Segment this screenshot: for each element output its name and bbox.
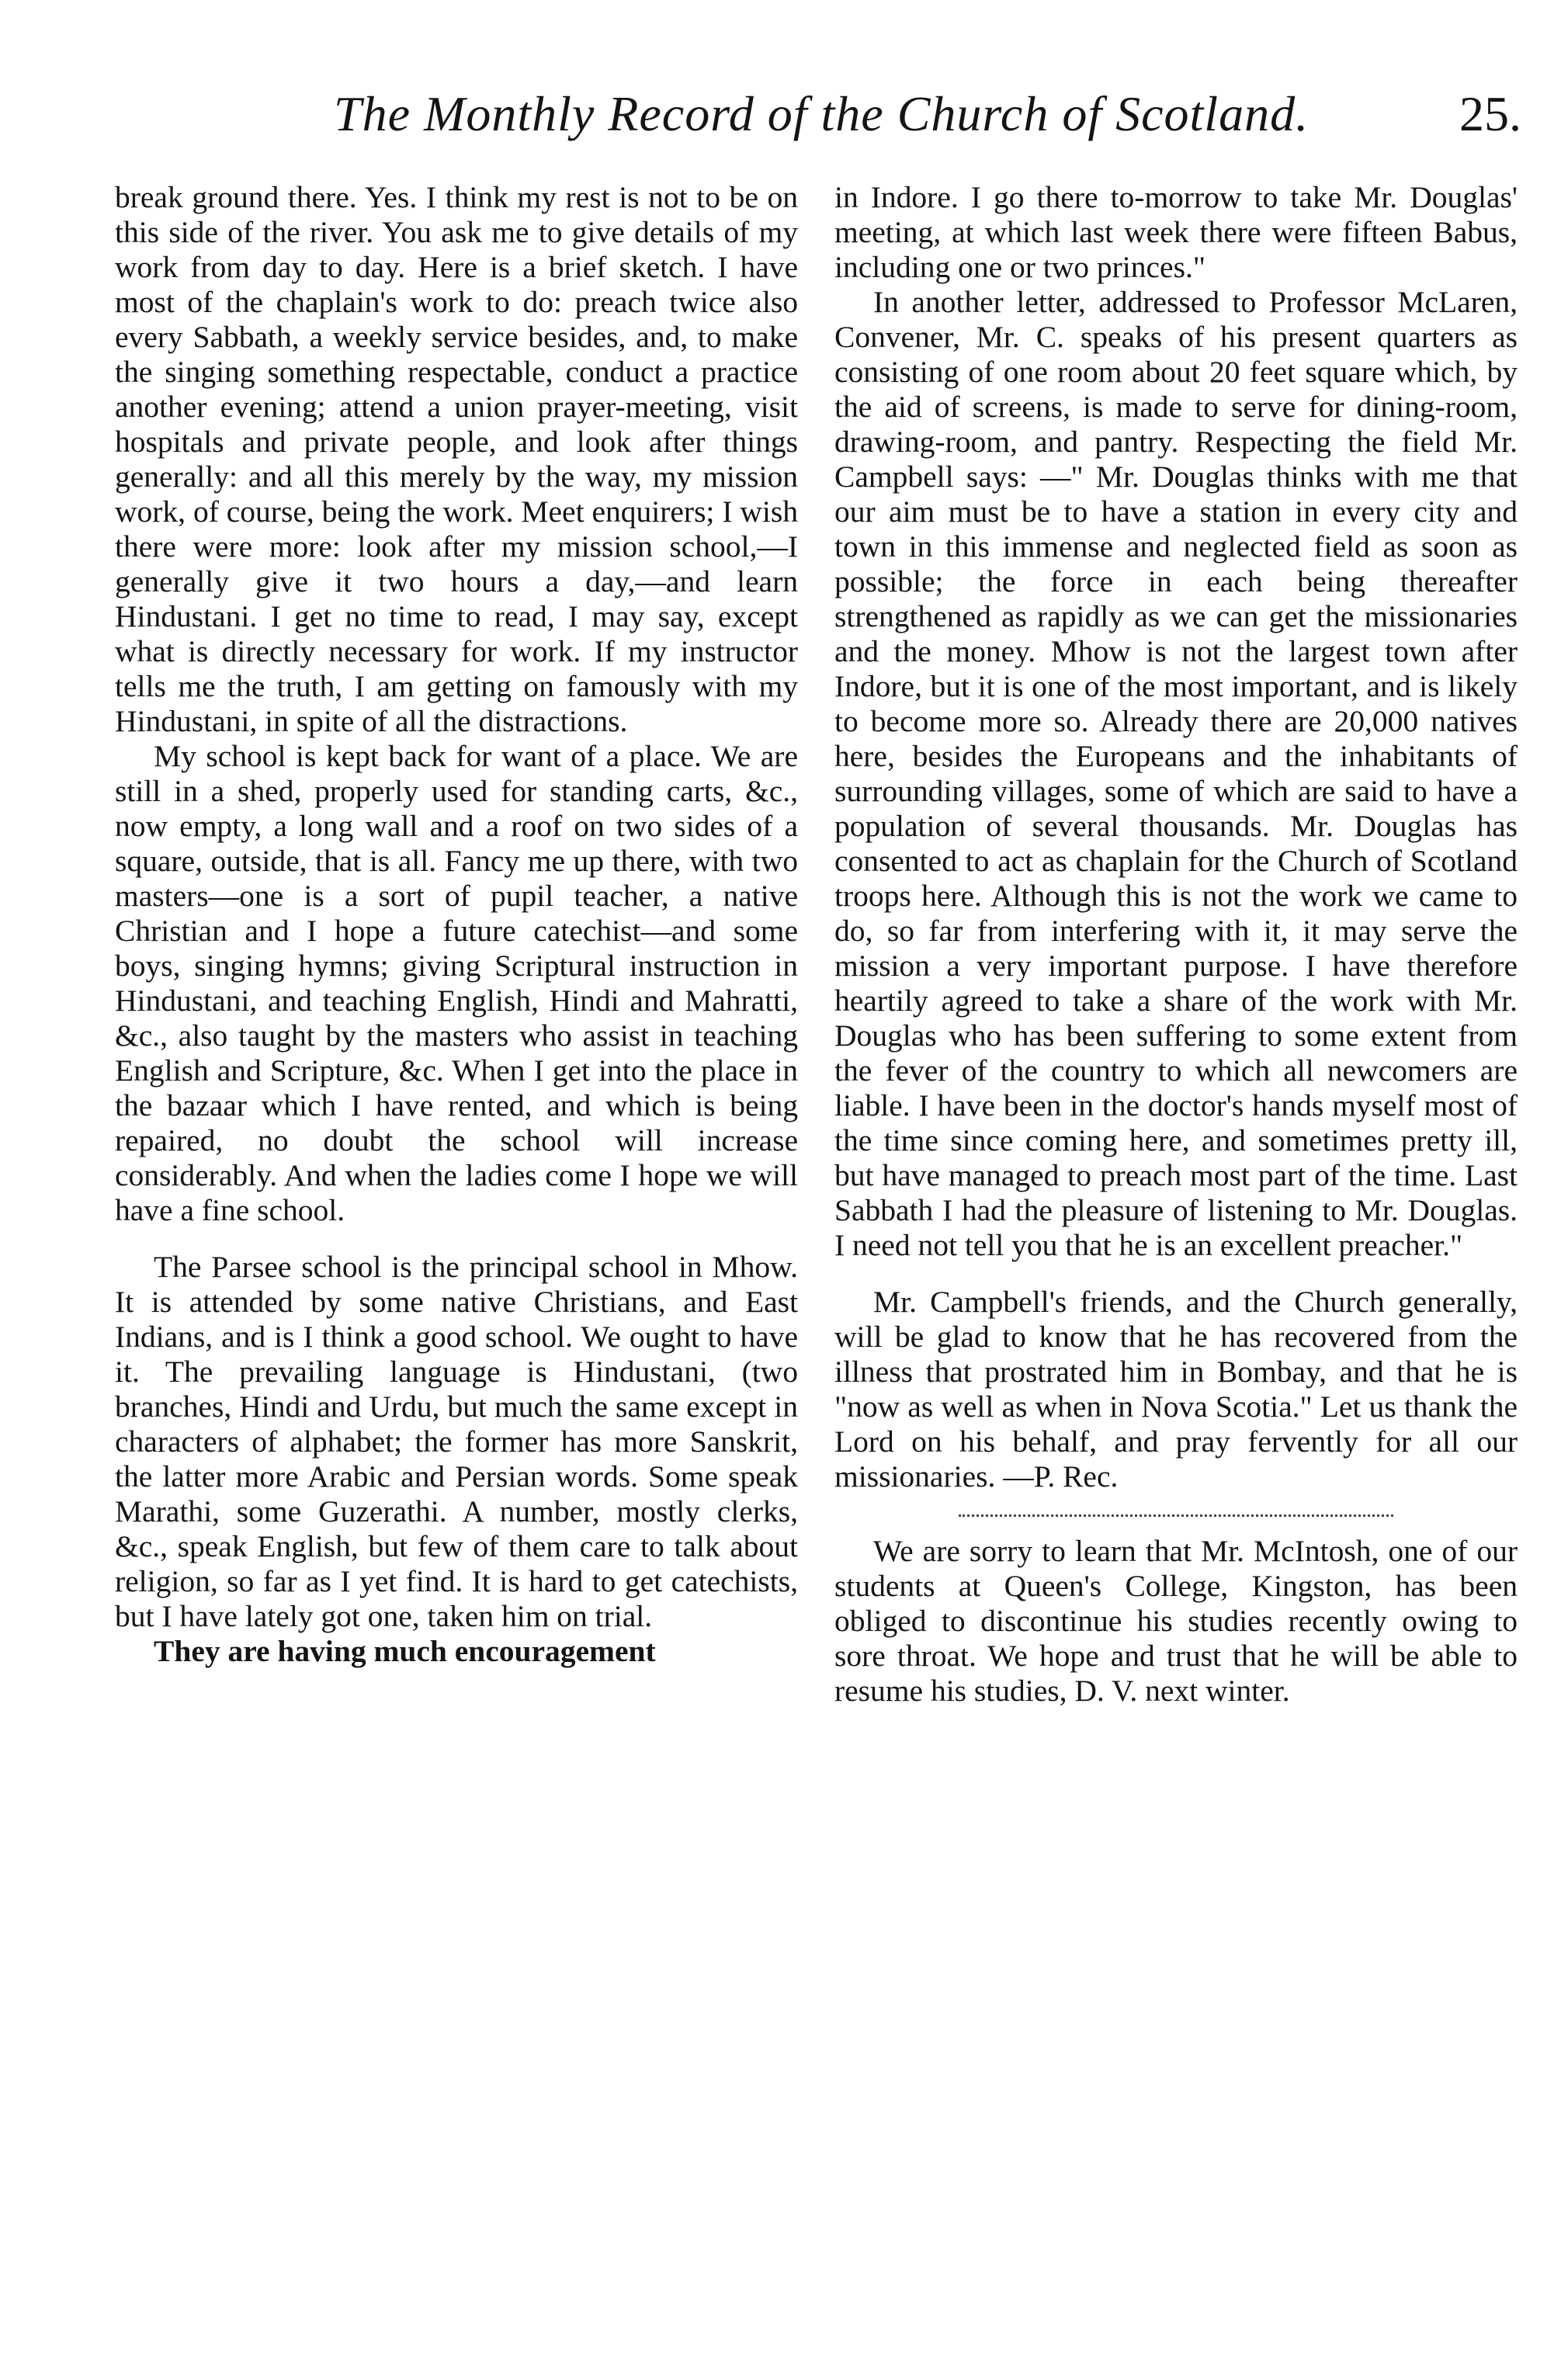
paragraph: We are sorry to learn that Mr. McIntosh, one of our students at Queen's College, Kingston, has been obliged to discontinue his studies recently owing to sore throat. We hope and trust that he will be able to resume his studies, D. V. next winter. xyxy=(834,1534,1518,1708)
section-divider xyxy=(959,1514,1393,1517)
paragraph: They are having much encouragement xyxy=(154,1634,656,1668)
running-title: The Monthly Record of the Church of Scotland. xyxy=(334,86,1310,141)
paragraph: Mr. Campbell's friends, and the Church generally, will be glad to know that he has recovered from the illness that prostrated him in Bombay, and that he is "now as well as when in Nova Scotia." Let us thank the Lord on his behalf, and pray fervently for all our missionaries. —P. Rec. xyxy=(834,1285,1518,1494)
paragraph: break ground there. Yes. I think my rest is not to be on this side of the river. You ask me to give details of my work from day to day. Here is a brief sketch. I have most of the chaplain's work to do: preach twice also every Sabbath, a weekly service besides, and, to make the singing something respectable, conduct a practice another evening; attend a union prayer-meeting, visit hospitals and private people, and look after things generally: and all this merely by the way, my mission work, of course, being the work. Meet enquirers; I wish there were more: look after my mission school,—I generally give it two hours a day,—and learn Hindustani. I get no time to read, I may say, except what is directly necessary for work. If my instructor tells me the truth, I am getting on famously with my Hindustani, in spite of all the distractions. xyxy=(115,180,798,738)
paragraph: In another letter, addressed to Professor McLaren, Convener, Mr. C. speaks of his present quarters as consisting of one room about 20 feet square which, by the aid of screens, is made to serve for dining-room, drawing-room, and pantry. Respecting the field Mr. Campbell says: —" Mr. Douglas thinks with me that our aim must be to have a station in every city and town in this immense and neglected field as soon as possible; the force in each being thereafter strengthened as rapidly as we can get the missionaries and the money. Mhow is not the largest town after Indore, but it is one of the most important, and is likely to become more so. Already there are 20,000 natives here, besides the Europeans and the inhabitants of surrounding villages, some of which are said to have a population of several thousands. Mr. Douglas has consented to act as chaplain for the Church of Scotland troops here. Although this is not the work we came to do, so far from interfering with it, it may serve the mission a very important purpose. I have therefore heartily agreed to take a share of the work with Mr. Douglas who has been suffering to some extent from the fever of the country to which all newcomers are liable. I have been in the doctor's hands myself most of the time since coming here, and sometimes pretty ill, but have managed to preach most part of the time. Last Sabbath I had the pleasure of listening to Mr. Douglas. I need not tell you that he is an excellent preacher." xyxy=(834,285,1518,1262)
left-column xyxy=(115,180,798,1669)
right-column xyxy=(834,180,1518,1709)
page-number: 25. xyxy=(1459,86,1521,141)
page-header xyxy=(334,85,1521,147)
paragraph: My school is kept back for want of a place. We are still in a shed, properly used for standing carts, &c., now empty, a long wall and a roof on two sides of a square, outside, that is all. Fancy me up there, with two masters—one is a sort of pupil teacher, a native Christian and I hope a future catechist—and some boys, singing hymns; giving Scriptural instruction in Hindustani, and teaching English, Hindi and Mahratti, &c., also taught by the masters who assist in teaching English and Scripture, &c. When I get into the place in the bazaar which I have rented, and which is being repaired, no doubt the school will increase considerably. And when the ladies come I hope we will have a fine school. xyxy=(115,739,798,1227)
paragraph: The Parsee school is the principal school in Mhow. It is attended by some native Christians, and East Indians, and is I think a good school. We ought to have it. The prevailing language is Hindustani, (two branches, Hindi and Urdu, but much the same except in characters of alphabet; the former has more Sanskrit, the latter more Arabic and Persian words. Some speak Marathi, some Guzerathi. A number, mostly clerks, &c., speak English, but few of them care to talk about religion, so far as I yet find. It is hard to get catechists, but I have lately got one, taken him on trial. xyxy=(115,1250,798,1633)
paragraph: in Indore. I go there to-morrow to take Mr. Douglas' meeting, at which last week there were fifteen Babus, including one or two princes." xyxy=(834,180,1518,284)
